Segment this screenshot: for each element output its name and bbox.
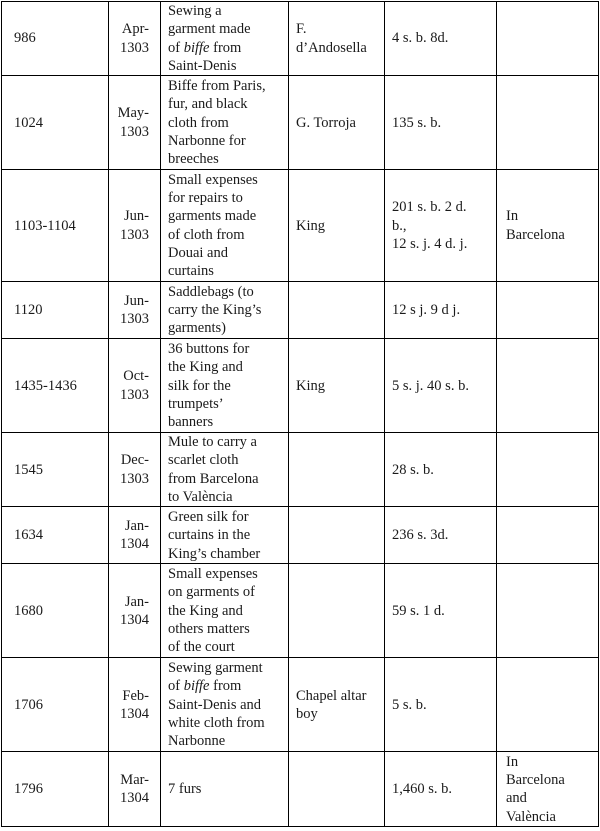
- amount-cell: 4 s. b. 8d.: [385, 2, 497, 76]
- location-note-cell: [497, 76, 599, 170]
- description-text: Biffe from Paris, fur, and black cloth from Narbonne for breeches: [168, 77, 266, 168]
- recipient-cell: Chapel altar boy: [289, 658, 385, 752]
- date-cell: Jun- 1303: [109, 170, 161, 282]
- description-text: biffe: [183, 678, 210, 695]
- table-row: [2, 564, 599, 658]
- description-cell: [161, 170, 289, 282]
- description-text: Mule to carry a scarlet cloth from Barcelona to València: [168, 434, 259, 506]
- description-text: Sewing a garment made of: [168, 3, 251, 56]
- recipient-cell: [289, 507, 385, 564]
- description-cell: [161, 658, 289, 752]
- description-text: Sewing garment of: [168, 660, 263, 695]
- table-body: [2, 2, 599, 827]
- location-note-cell: [497, 507, 599, 564]
- location-note-cell: [497, 2, 599, 76]
- entry-number-cell: 1024: [2, 76, 109, 170]
- location-note-cell: In Barcelona and València: [497, 752, 599, 827]
- location-note-cell: In Barcelona: [497, 170, 599, 282]
- description-cell: [161, 339, 289, 433]
- date-cell: Apr- 1303: [109, 2, 161, 76]
- description-text: 36 buttons for the King and silk for the trumpets’ banners: [168, 340, 250, 431]
- table-row: [2, 170, 599, 282]
- amount-cell: 28 s. b.: [385, 433, 497, 507]
- recipient-cell: [289, 752, 385, 827]
- description-cell: [161, 752, 289, 827]
- date-cell: Feb- 1304: [109, 658, 161, 752]
- entry-number-cell: 1796: [2, 752, 109, 827]
- recipient-cell: G. Torroja: [289, 76, 385, 170]
- date-cell: Oct- 1303: [109, 339, 161, 433]
- location-note-cell: [497, 339, 599, 433]
- location-note-cell: [497, 658, 599, 752]
- table-row: [2, 658, 599, 752]
- date-cell: Jan- 1304: [109, 507, 161, 564]
- entry-number-cell: 1706: [2, 658, 109, 752]
- amount-cell: 135 s. b.: [385, 76, 497, 170]
- table-row: [2, 2, 599, 76]
- recipient-cell: King: [289, 170, 385, 282]
- amount-cell: 1,460 s. b.: [385, 752, 497, 827]
- expense-records-table: [1, 1, 599, 827]
- amount-cell: 236 s. 3d.: [385, 507, 497, 564]
- amount-cell: 5 s. b.: [385, 658, 497, 752]
- date-cell: Mar- 1304: [109, 752, 161, 827]
- recipient-cell: King: [289, 339, 385, 433]
- description-text: Green silk for curtains in the King’s chamber: [168, 508, 261, 562]
- description-cell: [161, 507, 289, 564]
- date-cell: Dec- 1303: [109, 433, 161, 507]
- table-row: [2, 752, 599, 827]
- entry-number-cell: 1680: [2, 564, 109, 658]
- entry-number-cell: 1103-1104: [2, 170, 109, 282]
- amount-cell: 5 s. j. 40 s. b.: [385, 339, 497, 433]
- entry-number-cell: 986: [2, 2, 109, 76]
- description-cell: [161, 2, 289, 76]
- recipient-cell: [289, 282, 385, 339]
- date-cell: May- 1303: [109, 76, 161, 170]
- entry-number-cell: 1435-1436: [2, 339, 109, 433]
- entry-number-cell: 1634: [2, 507, 109, 564]
- table-row: [2, 433, 599, 507]
- recipient-cell: [289, 433, 385, 507]
- amount-cell: 12 s j. 9 d j.: [385, 282, 497, 339]
- amount-cell: 201 s. b. 2 d. b., 12 s. j. 4 d. j.: [385, 170, 497, 282]
- amount-cell: 59 s. 1 d.: [385, 564, 497, 658]
- description-text: 7 furs: [168, 781, 202, 798]
- location-note-cell: [497, 564, 599, 658]
- recipient-cell: F. d’Andosella: [289, 2, 385, 76]
- description-cell: [161, 433, 289, 507]
- description-text: biffe: [183, 39, 210, 56]
- location-note-cell: [497, 282, 599, 339]
- table-row: [2, 282, 599, 339]
- recipient-cell: [289, 564, 385, 658]
- description-text: from Saint-Denis: [168, 39, 242, 74]
- table-row: [2, 507, 599, 564]
- date-cell: Jan- 1304: [109, 564, 161, 658]
- description-text: Small expenses on garments of the King and others matters of the court: [168, 566, 258, 656]
- description-text: from Saint-Denis and white cloth from Narbonne: [168, 678, 265, 750]
- description-cell: [161, 282, 289, 339]
- date-cell: Jun- 1303: [109, 282, 161, 339]
- description-cell: [161, 76, 289, 170]
- description-text: Saddlebags (to carry the King’s garments): [168, 283, 262, 337]
- table-row: [2, 339, 599, 433]
- table-row: [2, 76, 599, 170]
- description-cell: [161, 564, 289, 658]
- location-note-cell: [497, 433, 599, 507]
- entry-number-cell: 1120: [2, 282, 109, 339]
- description-text: Small expenses for repairs to garments made of cloth from Douai and curtains: [168, 171, 258, 280]
- entry-number-cell: 1545: [2, 433, 109, 507]
